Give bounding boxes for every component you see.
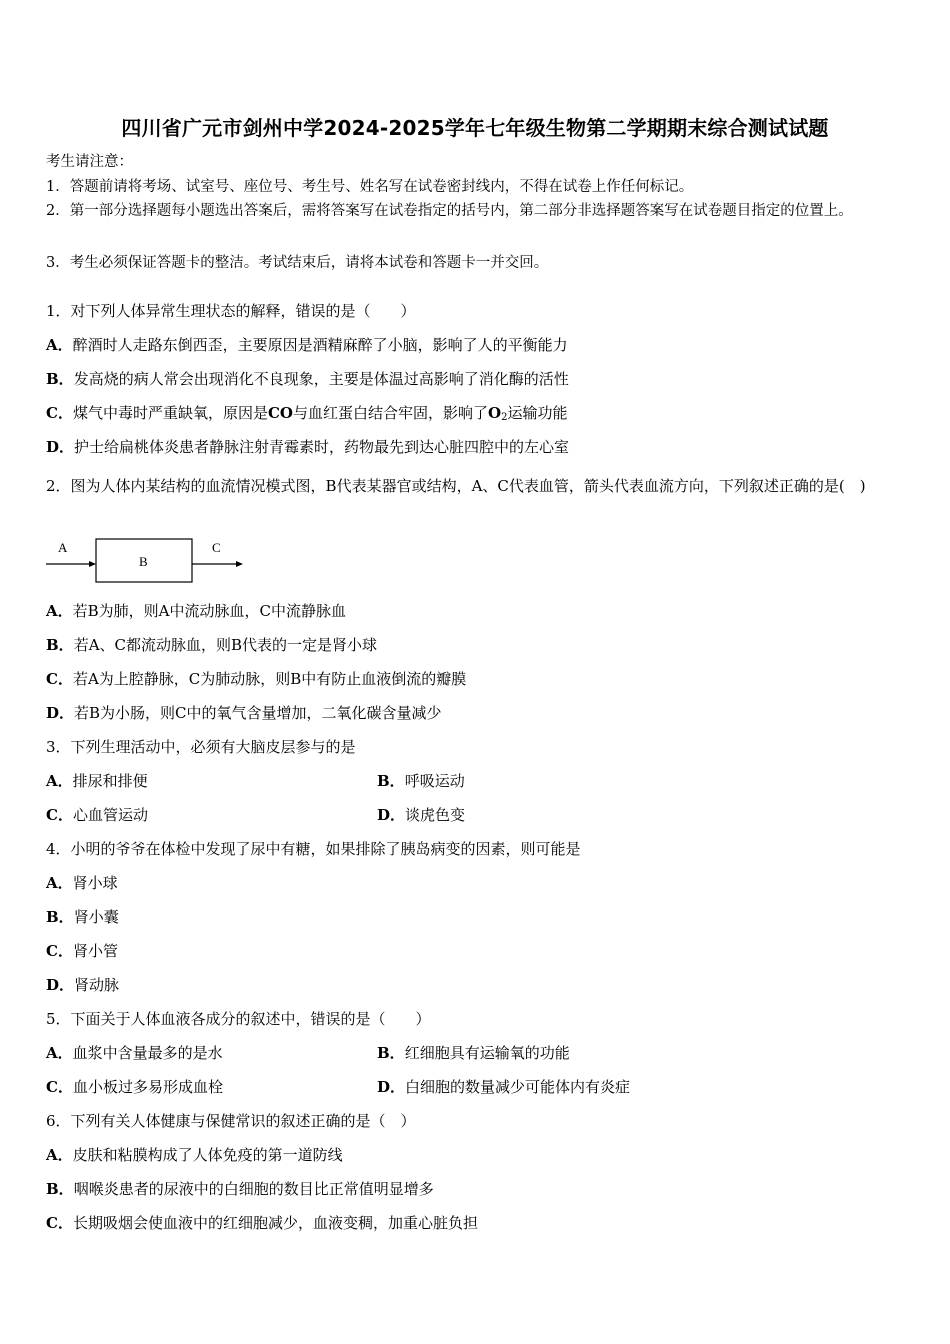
option-text: 肾小球 bbox=[72, 874, 118, 892]
option-text-bold: CO bbox=[267, 404, 293, 422]
notice-item: 3．考生必须保证答题卡的整洁。考试结束后，请将本试卷和答题卡一并交回。 bbox=[46, 255, 549, 271]
option-text: 运输功能 bbox=[507, 404, 568, 422]
option-label: C． bbox=[46, 1214, 73, 1232]
option-text: 心血管运动 bbox=[72, 806, 148, 824]
option bbox=[377, 771, 465, 791]
diagram-label-a: A bbox=[58, 540, 68, 555]
option-label: D． bbox=[377, 806, 406, 824]
option-label: C． bbox=[46, 404, 73, 422]
option bbox=[377, 1043, 570, 1063]
question-stem: 2．图为人体内某结构的血流情况模式图，B代表某器官或结构，A、C代表血管，箭头代表血流方向，下列叙述正确的是( ) bbox=[46, 477, 866, 495]
option-text: 若A为上腔静脉，C为肺动脉，则B中有防止血液倒流的瓣膜 bbox=[72, 670, 467, 688]
option bbox=[46, 1145, 343, 1165]
option-label: A． bbox=[46, 874, 73, 892]
option bbox=[46, 1213, 478, 1233]
option-label: D． bbox=[46, 704, 75, 722]
option-label: A． bbox=[46, 1044, 73, 1062]
option-text: 谈虎色变 bbox=[405, 806, 466, 824]
option-text: 肾小管 bbox=[72, 942, 118, 960]
option-text: 咽喉炎患者的尿液中的白细胞的数目比正常值明显增多 bbox=[73, 1180, 434, 1198]
option bbox=[46, 873, 118, 893]
option bbox=[46, 703, 442, 723]
diagram-label-b: B bbox=[139, 554, 148, 569]
option bbox=[46, 1077, 223, 1097]
option bbox=[46, 403, 567, 428]
option bbox=[46, 771, 148, 791]
option-text: 呼吸运动 bbox=[404, 772, 465, 790]
option bbox=[46, 601, 346, 621]
option-text: 若B为小肠，则C中的氧气含量增加，二氧化碳含量减少 bbox=[74, 704, 442, 722]
option-text: 皮肤和粘膜构成了人体免疫的第一道防线 bbox=[72, 1146, 343, 1164]
option bbox=[46, 1043, 223, 1063]
option bbox=[46, 907, 119, 927]
diagram-label-c: C bbox=[212, 540, 221, 555]
option-text: 排尿和排便 bbox=[72, 772, 148, 790]
option bbox=[377, 805, 465, 825]
option-text: 与血红蛋白结合牢固，影响了 bbox=[292, 404, 488, 422]
question-stem: 3．下列生理活动中，必须有大脑皮层参与的是 bbox=[46, 738, 356, 756]
question-stem: 4．小明的爷爷在体检中发现了尿中有糖，如果排除了胰岛病变的因素，则可能是 bbox=[46, 840, 581, 858]
option bbox=[46, 437, 569, 457]
option-label: C． bbox=[46, 1078, 73, 1096]
option-label: A． bbox=[46, 336, 73, 354]
option bbox=[46, 369, 569, 389]
option-text: 白细胞的数量减少可能体内有炎症 bbox=[405, 1078, 631, 1096]
option-text: 若B为肺，则A中流动脉血，C中流静脉血 bbox=[72, 602, 346, 620]
option-label: B． bbox=[46, 908, 74, 926]
page-title: 四川省广元市剑州中学2024-2025学年七年级生物第二学期期末综合测试试题 bbox=[121, 116, 829, 140]
option-text: 血浆中含量最多的是水 bbox=[72, 1044, 223, 1062]
option-label: D． bbox=[377, 1078, 406, 1096]
option-label: A． bbox=[46, 1146, 73, 1164]
arrow-head-icon bbox=[89, 561, 96, 567]
option-text: 煤气中毒时严重缺氧，原因是 bbox=[72, 404, 268, 422]
option-text: 肾小囊 bbox=[73, 908, 119, 926]
option-text: 护士给扁桃体炎患者静脉注射青霉素时，药物最先到达心脏四腔中的左心室 bbox=[74, 438, 570, 456]
option-label: B． bbox=[377, 1044, 405, 1062]
question-stem: 6．下列有关人体健康与保健常识的叙述正确的是（ ） bbox=[46, 1112, 416, 1130]
option-label: C． bbox=[46, 942, 73, 960]
option-label: D． bbox=[46, 438, 75, 456]
arrow-head-icon bbox=[236, 561, 243, 567]
option-text: 发高烧的病人常会出现消化不良现象，主要是体温过高影响了消化酶的活性 bbox=[73, 370, 569, 388]
option bbox=[46, 635, 377, 655]
option-label: C． bbox=[46, 670, 73, 688]
option-text: 红细胞具有运输氧的功能 bbox=[404, 1044, 570, 1062]
option-text: 肾动脉 bbox=[74, 976, 120, 994]
option-text: 长期吸烟会使血液中的红细胞减少，血液变稠，加重心脏负担 bbox=[72, 1214, 478, 1232]
option-label: B． bbox=[377, 772, 405, 790]
option-label: A． bbox=[46, 602, 73, 620]
notice-header: 考生请注意： bbox=[46, 154, 133, 170]
option-text: 醉酒时人走路东倒西歪，主要原因是酒精麻醉了小脑，影响了人的平衡能力 bbox=[72, 336, 568, 354]
option-text-bold: O bbox=[488, 404, 502, 422]
question-stem: 5．下面关于人体血液各成分的叙述中，错误的是（ ） bbox=[46, 1010, 431, 1028]
option-label: C． bbox=[46, 806, 73, 824]
option-text: 血小板过多易形成血栓 bbox=[72, 1078, 223, 1096]
option bbox=[46, 975, 119, 995]
option bbox=[46, 335, 568, 355]
option-label: B． bbox=[46, 1180, 74, 1198]
blood-flow-diagram bbox=[44, 536, 248, 586]
option bbox=[46, 669, 466, 689]
option-text: 若A、C都流动脉血，则B代表的一定是肾小球 bbox=[73, 636, 378, 654]
option-label: A． bbox=[46, 772, 73, 790]
option bbox=[46, 1179, 434, 1199]
question-stem: 1．对下列人体异常生理状态的解释，错误的是（ ） bbox=[46, 302, 416, 320]
option-label: D． bbox=[46, 976, 75, 994]
option-label: B． bbox=[46, 370, 74, 388]
option-subscript: 2 bbox=[501, 412, 508, 423]
notice-item: 2．第一部分选择题每小题选出答案后，需将答案写在试卷指定的括号内，第二部分非选择题答案写在试卷题目指定的位置上。 bbox=[46, 203, 853, 219]
notice-item: 1．答题前请将考场、试室号、座位号、考生号、姓名写在试卷密封线内，不得在试卷上作任何标记。 bbox=[46, 179, 694, 195]
option bbox=[46, 805, 148, 825]
option bbox=[46, 941, 118, 961]
option bbox=[377, 1077, 630, 1097]
option-label: B． bbox=[46, 636, 74, 654]
